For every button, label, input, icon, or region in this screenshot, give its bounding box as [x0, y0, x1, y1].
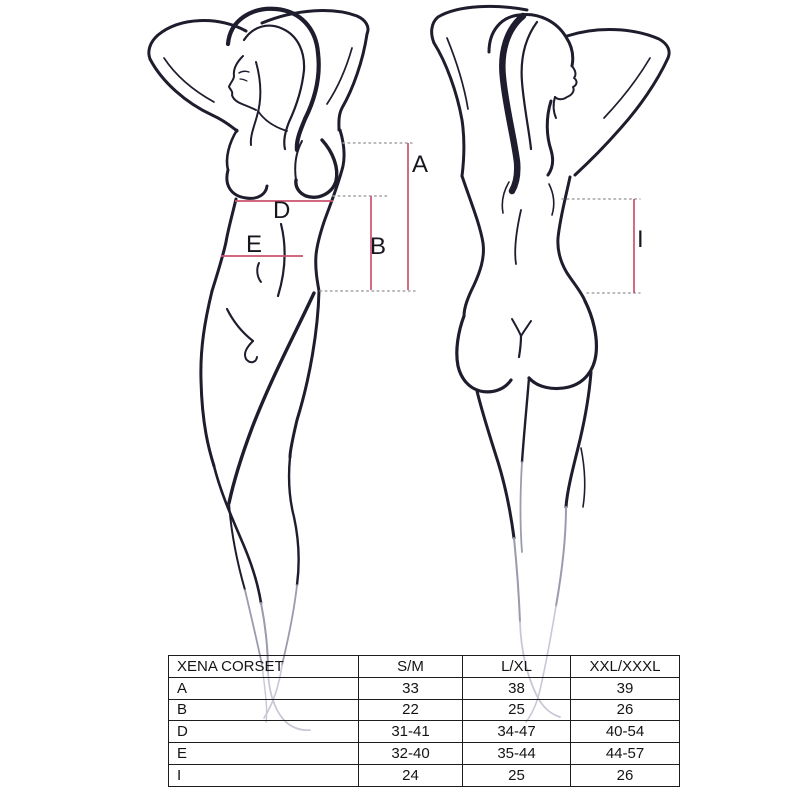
measurement-label-a: A	[412, 151, 429, 178]
size-table-cell: 24	[359, 764, 463, 786]
size-table-header-cell: S/M	[359, 656, 463, 678]
size-table-cell: 26	[571, 764, 680, 786]
size-table-cell: 26	[571, 699, 680, 721]
size-table-cell: 35-44	[463, 743, 571, 765]
measurement-label-d: D	[273, 197, 291, 224]
size-table-row-label: B	[169, 699, 359, 721]
measurement-label-b: B	[370, 233, 387, 260]
size-table-header-row	[169, 656, 680, 678]
size-table-header-cell: XXL/XXXL	[571, 656, 680, 678]
size-table-row-label: D	[169, 721, 359, 743]
size-table-row	[169, 721, 680, 743]
size-table-head	[169, 656, 680, 678]
size-table-header-cell: L/XL	[463, 656, 571, 678]
size-table-cell: 44-57	[571, 743, 680, 765]
measurement-label-i: I	[637, 226, 644, 253]
size-table-header-cell: XENA CORSET	[169, 656, 359, 678]
size-table-cell: 25	[463, 764, 571, 786]
back-measurement-lines	[562, 199, 640, 293]
size-table-row	[169, 764, 680, 786]
size-table-row	[169, 677, 680, 699]
size-table-cell: 31-41	[359, 721, 463, 743]
size-table-cell: 38	[463, 677, 571, 699]
back-figure-outline	[432, 6, 669, 722]
size-table-row-label: I	[169, 764, 359, 786]
front-figure-outline	[149, 9, 368, 730]
size-table	[168, 655, 680, 787]
size-table-cell: 25	[463, 699, 571, 721]
size-table-cell: 22	[359, 699, 463, 721]
size-table-cell: 39	[571, 677, 680, 699]
size-table-cell: 33	[359, 677, 463, 699]
size-table-body	[169, 677, 680, 786]
size-table-row	[169, 743, 680, 765]
size-table-row-label: E	[169, 743, 359, 765]
size-table-cell: 32-40	[359, 743, 463, 765]
size-table-cell: 40-54	[571, 721, 680, 743]
size-table-cell: 34-47	[463, 721, 571, 743]
size-table-row-label: A	[169, 677, 359, 699]
front-measurement-lines	[221, 143, 415, 291]
size-table-row	[169, 699, 680, 721]
measurement-label-e: E	[246, 231, 263, 258]
